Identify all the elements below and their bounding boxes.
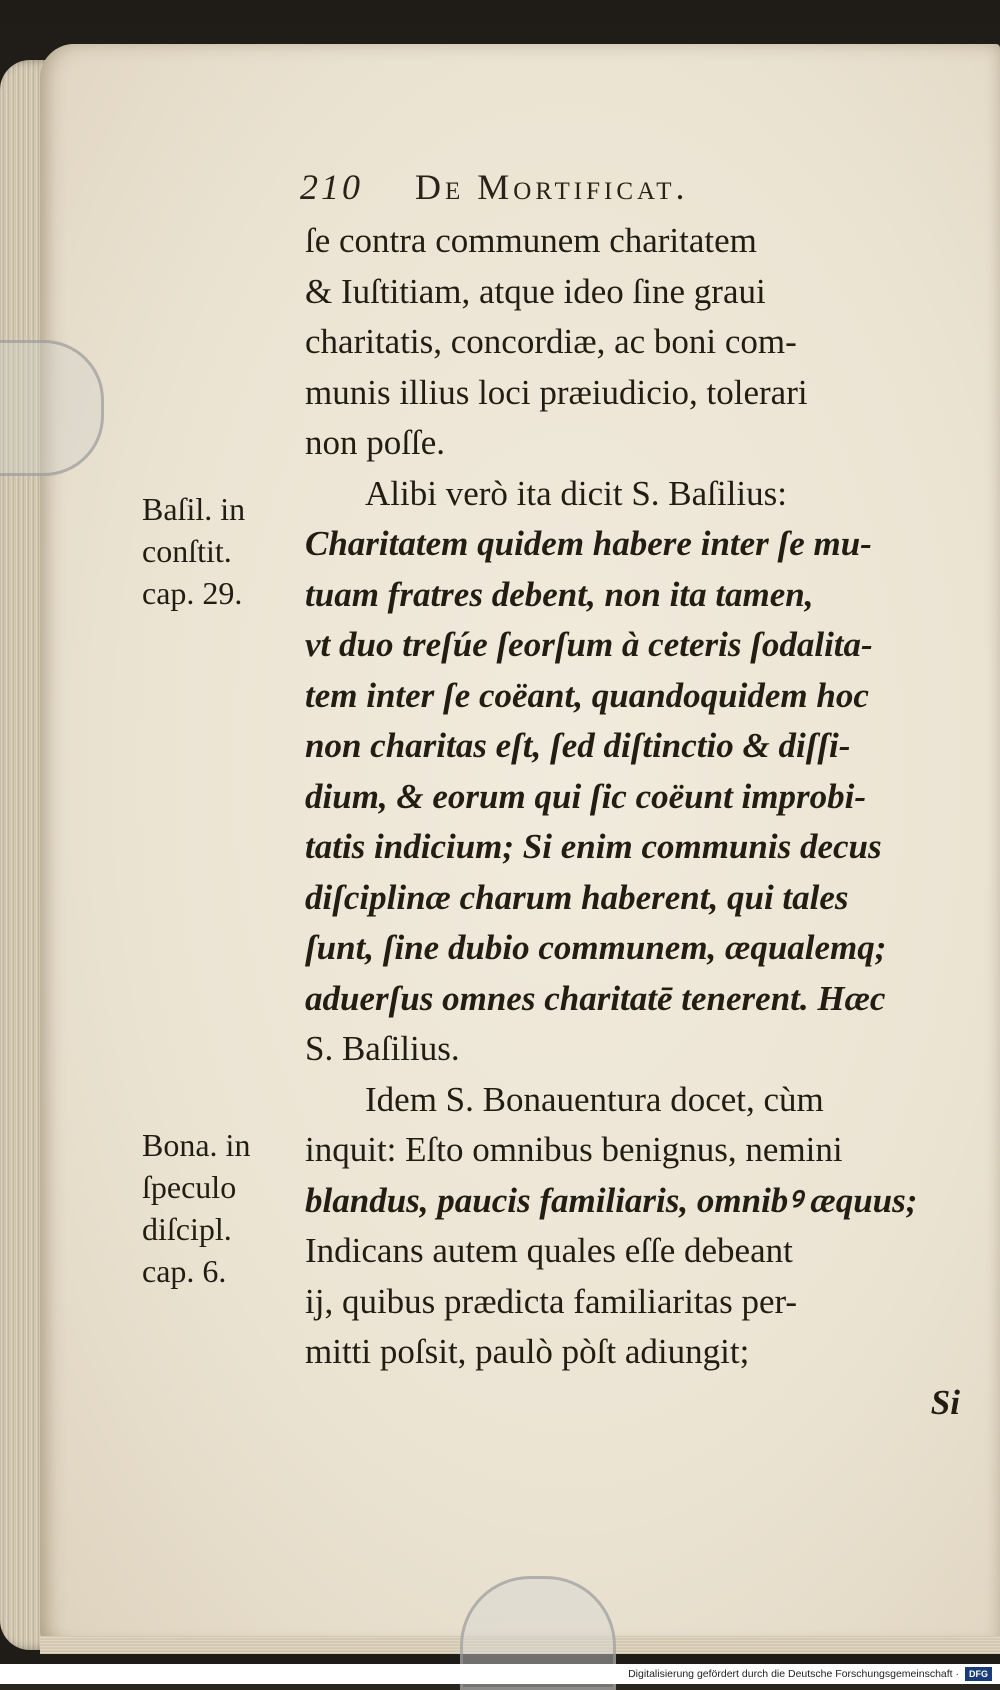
margin-note-line: Baſil. in <box>142 491 246 527</box>
text-line: munis illius loci præiudicio, tolerari <box>305 372 808 412</box>
text-line: tatis indicium; Si enim communis decus <box>305 827 882 866</box>
text-line: S. Baſilius. <box>305 1029 460 1068</box>
text-line: Idem S. Bonauentura docet, cùm <box>365 1079 824 1119</box>
margin-note-line: diſcipl. <box>142 1211 232 1247</box>
text-line: charitatis, concordiæ, ac boni com- <box>305 322 797 361</box>
text-line: ſe contra communem charitatem <box>305 221 757 260</box>
text-line: dium, & eorum qui ſic coëunt improbi- <box>305 776 867 816</box>
running-header <box>300 166 920 216</box>
margin-note-line: conſtit. <box>142 533 232 569</box>
text-line: non poſſe. <box>305 423 445 462</box>
left-page-clip <box>0 340 104 476</box>
margin-note-line: ſpeculo <box>142 1169 237 1205</box>
margin-note-bonaventura <box>142 1124 292 1292</box>
dfg-logo: DFG <box>965 1667 992 1681</box>
text-line: mitti poſsit, paulò pòſt adiungit; <box>305 1332 750 1371</box>
page-number: 210 <box>300 167 363 207</box>
text-line: Charitatem quidem habere inter ſe mu- <box>305 524 872 563</box>
text-line: diſciplinæ charum haberent, qui tales <box>305 877 849 917</box>
text-line: ſunt, ſine dubio communem, æqualemq; <box>305 928 887 967</box>
margin-note-line: Bona. in <box>142 1127 251 1163</box>
margin-note-basil <box>142 488 292 614</box>
text-line: Indicans autem quales eſſe debeant <box>305 1231 793 1270</box>
text-line: & Iuſtitiam, atque ideo ſine graui <box>305 271 766 311</box>
text-line: vt duo treſúe ſeorſum à ceteris ſodalita- <box>305 625 873 664</box>
running-title: De Mortificat. <box>415 167 689 207</box>
margin-note-line: cap. 6. <box>142 1253 227 1289</box>
text-line: ij, quibus prædicta familiaritas per- <box>305 1281 798 1321</box>
text-line: inquit: Eſto omnibus benignus, nemini <box>305 1130 843 1169</box>
text-line: Alibi verò ita dicit S. Baſilius: <box>365 473 787 513</box>
text-line: tem inter ſe coëant, quandoquidem hoc <box>305 675 869 715</box>
text-line: blandus, paucis familiaris, omnibꝰ æquus; <box>305 1180 918 1220</box>
text-line: aduerſus omnes charitatē tenerent. Hæc <box>305 978 886 1018</box>
digitization-credit: Digitalisierung gefördert durch die Deutsche Forschungsgemeinschaft · <box>628 1668 959 1680</box>
text-line: non charitas eſt, ſed diſtinctio & diſſi- <box>305 726 851 765</box>
body-text <box>305 216 960 1428</box>
margin-note-line: cap. 29. <box>142 575 243 611</box>
digitization-credit-bar <box>0 1664 1000 1684</box>
text-line: tuam fratres debent, non ita tamen, <box>305 574 814 614</box>
catchword: Si <box>930 1382 960 1422</box>
